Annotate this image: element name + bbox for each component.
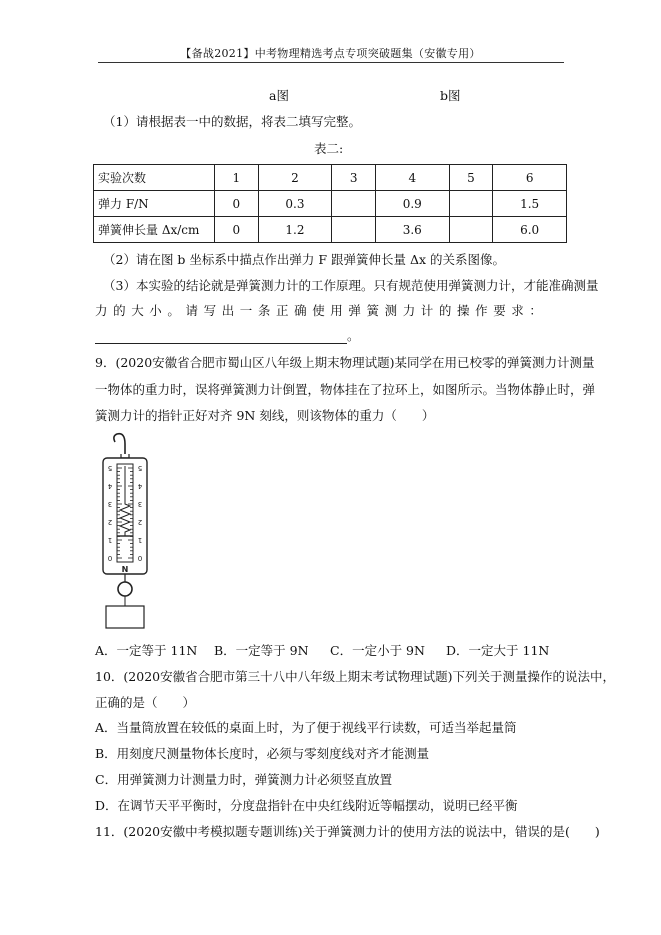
table-cell [449,191,493,217]
table-cell: 0 [215,191,259,217]
q10-line1: 10．(2020安徽省合肥市第三十八中八年级上期末考试物理试题)下列关于测量操作的说法中， [95,669,615,684]
unit-label: N [121,565,129,574]
scale-label-left: 1 [107,536,113,544]
scale-label-right: 5 [137,464,143,472]
table-row [94,165,567,191]
figure-label-a: a图 [269,88,289,103]
figure-label-b: b图 [440,88,461,103]
table-cell [332,217,376,243]
table-cell: 6.0 [493,217,567,243]
table-cell [449,217,493,243]
table-cell: 6 [493,165,567,191]
weight-block [106,606,144,628]
data-table [93,164,567,243]
q9-option-b: B．一定等于 9N [214,643,309,658]
header-divider [98,62,564,63]
table-cell: 1.2 [258,217,332,243]
q8-part3-line3 [95,326,360,344]
scale-label-left: 2 [107,518,113,526]
scale-label-left: 4 [107,482,113,490]
scale-label-right: 2 [137,518,143,526]
table-cell [332,191,376,217]
table-cell: 2 [258,165,332,191]
scale-label-left: 0 [107,554,113,562]
q9-option-d: D．一定大于 11N [446,643,550,658]
q10-option-c: C．用弹簧测力计测量力时，弹簧测力计必须竖直放置 [95,772,393,787]
q9-line2: 一物体的重力时，误将弹簧测力计倒置，物体挂在了拉环上，如图所示。当物体静止时，弹 [95,382,596,397]
scale-label-left: 5 [107,464,113,472]
table-cell: 3.6 [375,217,449,243]
scale-label-right: 4 [137,482,143,490]
table-row [94,191,567,217]
table-cell: 5 [449,165,493,191]
q10-option-d: D．在调节天平平衡时，分度盘指针在中央红线附近等幅摆动，说明已经平衡 [95,798,518,813]
q8-part1: （1）请根据表一中的数据，将表二填写完整。 [103,114,361,129]
q10-option-a: A．当量筒放置在较低的桌面上时，为了便于视线平行读数，可适当举起量筒 [95,720,517,735]
q11-line1: 11．(2020安徽中考模拟题专题训练)关于弹簧测力计的使用方法的说法中，错误的是( ) [95,824,600,839]
row-label: 弹力 F/N [94,191,215,217]
q9-option-a: A．一定等于 11N [95,643,198,658]
q9-line1: 9．(2020安徽省合肥市蜀山区八年级上期末物理试题)某同学在用已校零的弹簧测力计测量 [95,355,595,370]
q8-part3-line1: （3）本实验的结论就是弹簧测力计的工作原理。只有规范使用弹簧测力计，才能准确测量 [103,278,599,293]
q9-option-c: C．一定小于 9N [330,643,425,658]
hook-icon [114,434,125,454]
q10-option-b: B．用刻度尺测量物体长度时，必须与零刻度线对齐才能测量 [95,746,430,761]
table-title: 表二: [314,141,344,156]
scale-label-right: 0 [137,554,143,562]
row-label: 实验次数 [94,165,215,191]
table-cell: 1.5 [493,191,567,217]
table-cell: 1 [215,165,259,191]
answer-blank[interactable] [95,331,347,344]
line-end: 。 [347,328,360,343]
page-header: 【备战2021】中考物理精选考点专项突破题集（安徽专用） [180,47,481,60]
scale-label-left: 3 [107,500,113,508]
scale-label-right: 3 [137,500,143,508]
spring-scale-figure [95,426,155,630]
q8-part3-line2: 力的大小。请写出一条正确使用弹簧测力计的操作要求： [95,303,548,318]
scale-label-right: 1 [137,536,143,544]
q8-part2: （2）请在图 b 坐标系中描点作出弹力 F 跟弹簧伸长量 Δx 的关系图像。 [103,252,506,267]
q9-line3: 簧测力计的指针正好对齐 9N 刻线，则该物体的重力（ ） [95,408,435,423]
q10-line2: 正确的是（ ） [95,695,196,710]
table-cell: 3 [332,165,376,191]
table-cell: 4 [375,165,449,191]
ring-icon [118,582,132,596]
table-row [94,217,567,243]
table-cell: 0.3 [258,191,332,217]
table-cell: 0.9 [375,191,449,217]
row-label: 弹簧伸长量 Δx/cm [94,217,215,243]
table-cell: 0 [215,217,259,243]
